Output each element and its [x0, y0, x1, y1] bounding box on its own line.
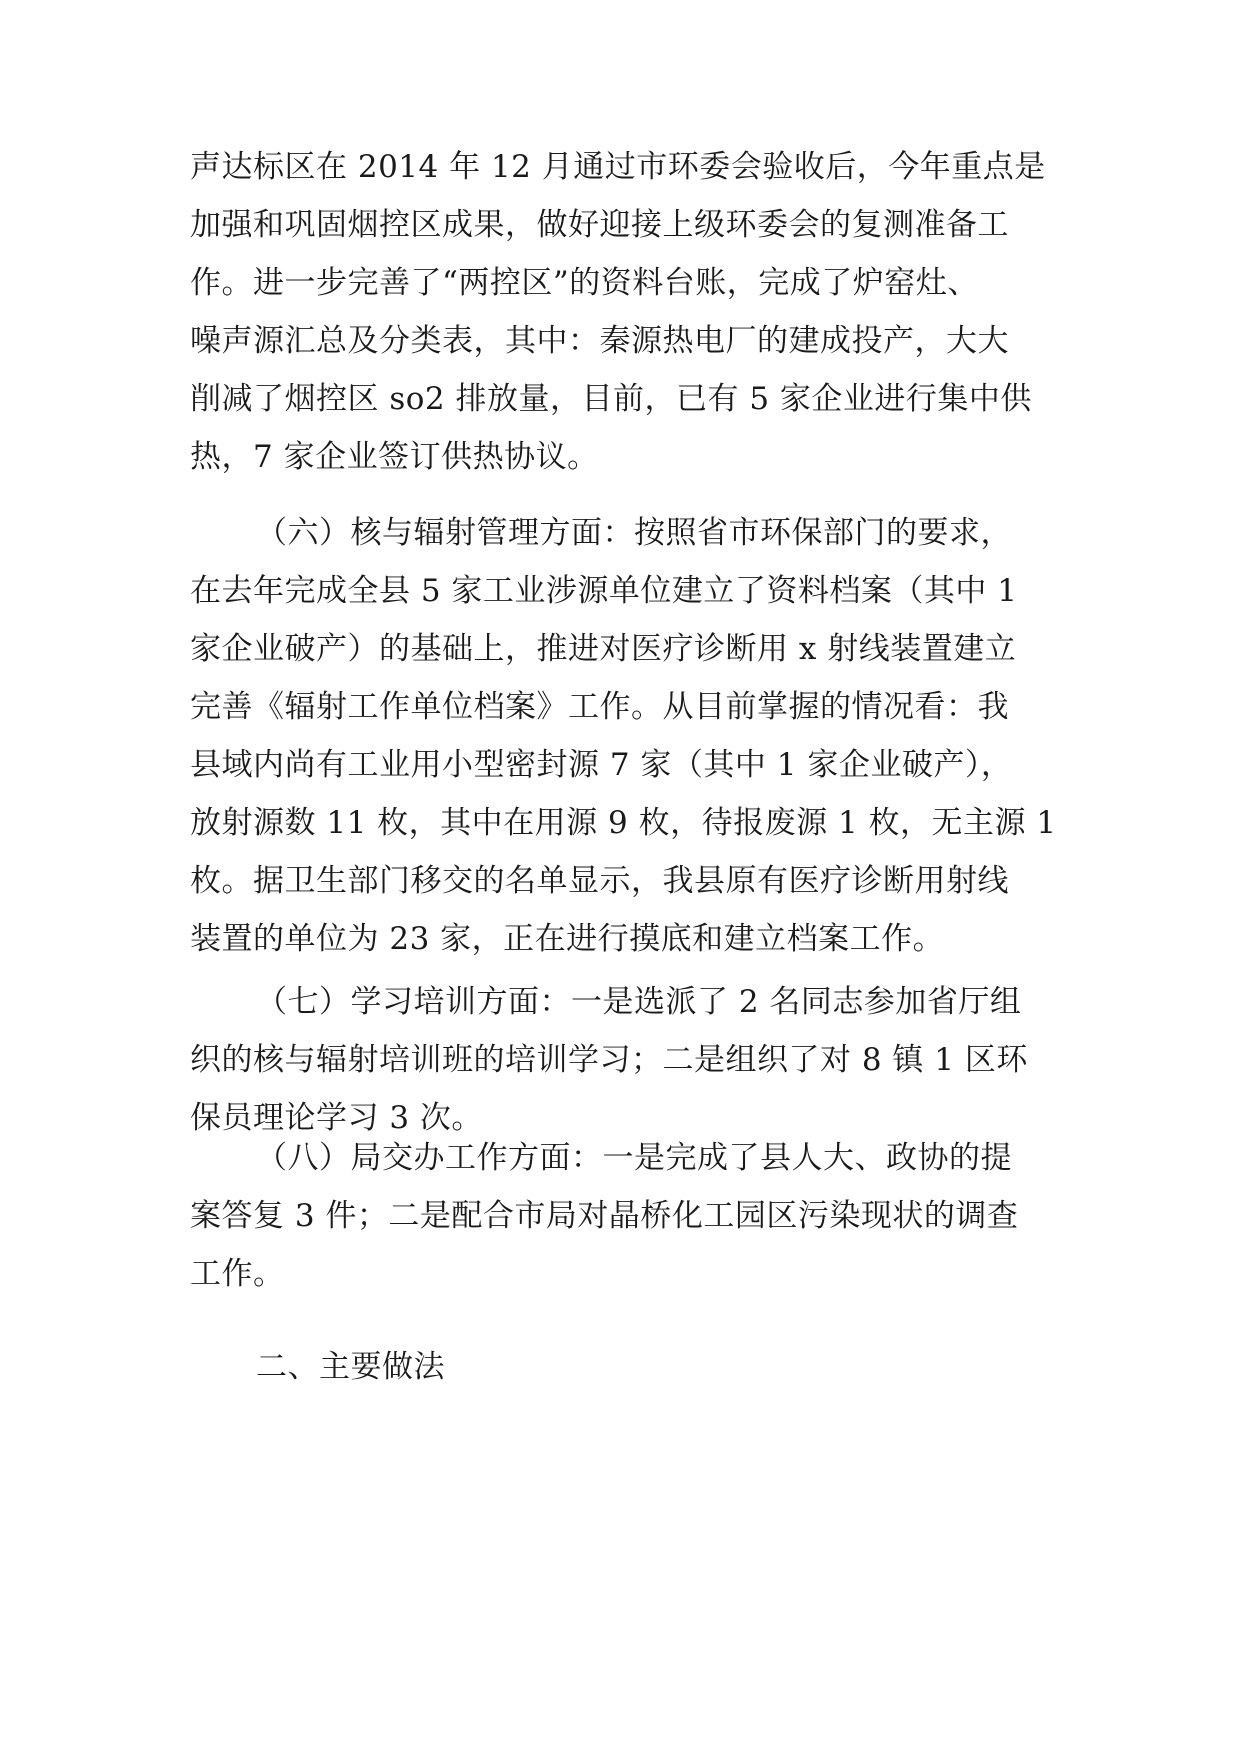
paragraph-training	[190, 973, 1052, 1147]
text-line: 织的核与辐射培训班的培训学习；二是组织了对 8 镇 1 区环	[190, 1042, 1028, 1078]
text-line: 削减了烟控区 so2 排放量，目前，已有 5 家企业进行集中供	[190, 381, 1032, 417]
text-line: 完善《辐射工作单位档案》工作。从目前掌握的情况看：我	[190, 689, 1009, 725]
section-heading-main-methods	[190, 1338, 1052, 1396]
text-line: 枚。据卫生部门移交的名单显示，我县原有医疗诊断用射线	[190, 863, 1009, 899]
section-heading: 二、主要做法	[256, 1349, 445, 1385]
text-line: 作。进一步完善了“两控区”的资料台账，完成了炉窑灶、	[190, 265, 979, 301]
paragraph-assigned-work	[190, 1129, 1052, 1303]
text-line: 热，7 家企业签订供热协议。	[190, 439, 599, 475]
text-line: 声达标区在 2014 年 12 月通过市环委会验收后，今年重点是	[190, 149, 1046, 185]
paragraph-smoke-control	[190, 138, 1052, 486]
paragraph-radiation-management	[190, 504, 1057, 968]
text-line: 家企业破产）的基础上，推进对医疗诊断用 x 射线装置建立	[190, 631, 1017, 667]
text-line: 案答复 3 件；二是配合市局对晶桥化工园区污染现状的调查	[190, 1198, 1019, 1234]
text-line: 加强和巩固烟控区成果，做好迎接上级环委会的复测准备工	[190, 207, 1009, 243]
text-line: 工作。	[190, 1256, 285, 1292]
text-line: （六）核与辐射管理方面：按照省市环保部门的要求，	[256, 515, 1012, 551]
text-line: 在去年完成全县 5 家工业涉源单位建立了资料档案（其中 1	[190, 573, 1018, 609]
text-line: （八）局交办工作方面：一是完成了县人大、政协的提	[256, 1140, 1012, 1176]
text-line: 噪声源汇总及分类表，其中：秦源热电厂的建成投产，大大	[190, 323, 1009, 359]
text-line: 装置的单位为 23 家，正在进行摸底和建立档案工作。	[190, 921, 945, 957]
text-line: （七）学习培训方面：一是选派了 2 名同志参加省厅组	[256, 984, 1022, 1020]
text-line: 放射源数 11 枚，其中在用源 9 枚，待报废源 1 枚，无主源 1	[190, 805, 1057, 841]
text-line: 县域内尚有工业用小型密封源 7 家（其中 1 家企业破产），	[190, 747, 1013, 783]
text-line: 保员理论学习 3 次。	[190, 1100, 483, 1136]
